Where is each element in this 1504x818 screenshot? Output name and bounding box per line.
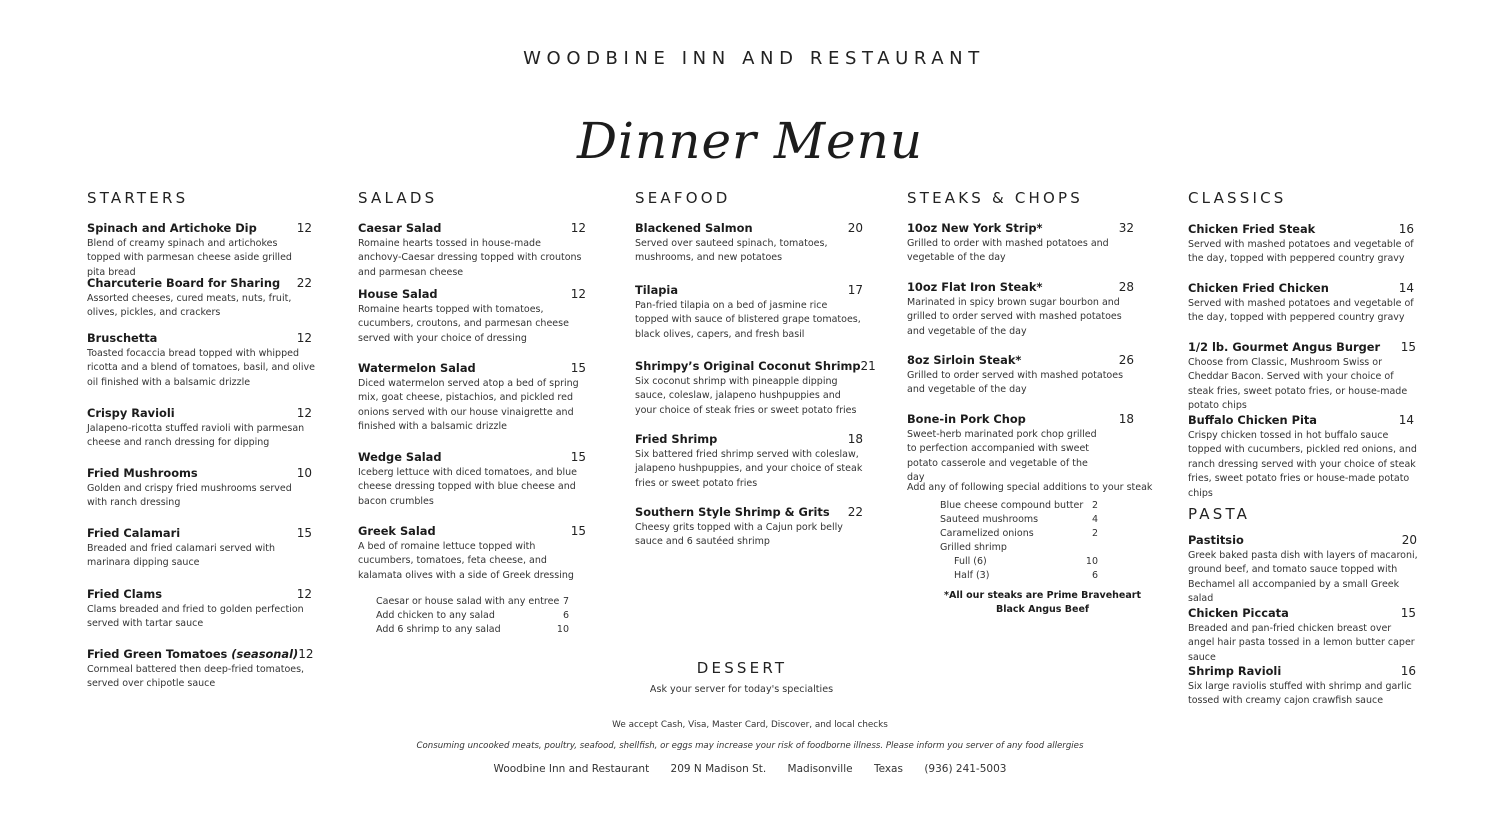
menu-item — [1188, 413, 1418, 501]
item-price: 12 — [570, 221, 586, 235]
menu-item — [87, 331, 315, 390]
item-description: Served over sauteed spinach, tomatoes, mushrooms, and new potatoes — [635, 238, 828, 264]
item-name: 1/2 lb. Gourmet Angus Burger — [1188, 340, 1381, 354]
addon-row: Caramelized onions 2 — [940, 528, 1098, 539]
dessert-note: Ask your server for today's specialties — [649, 684, 834, 695]
item-name: Pastitsio — [1188, 533, 1244, 547]
addon-row: Add 6 shrimp to any salad 10 — [376, 624, 569, 635]
item-name: Shrimpy’s Original Coconut Shrimp — [635, 359, 861, 373]
item-price: 15 — [570, 361, 586, 375]
item-price: 28 — [1118, 280, 1134, 294]
item-description: Cornmeal battered then deep-fried tomatoes, served over chipotle sauce — [87, 664, 305, 690]
item-name: Chicken Fried Steak — [1188, 222, 1316, 236]
item-name: Chicken Fried Chicken — [1188, 281, 1329, 295]
section-heading-starters: STARTERS — [87, 189, 189, 207]
item-price: 15 — [570, 524, 586, 538]
item-price: 17 — [847, 283, 863, 297]
steak-beef-note: *All our steaks are Prime Braveheart Black Angus Beef — [944, 590, 1141, 615]
item-description: Grilled to order with mashed potatoes and vegetable of the day — [907, 238, 1109, 264]
item-name: Southern Style Shrimp & Grits — [635, 505, 830, 519]
item-price: 20 — [847, 221, 863, 235]
item-description: Cheesy grits topped with a Cajun pork belly sauce and 6 sautéed shrimp — [635, 522, 843, 548]
item-name: Fried Calamari — [87, 526, 181, 540]
item-description: Pan-fried tilapia on a bed of jasmine rice topped with sauce of blistered grape tomatoes, black olives, capers, and fresh basil — [635, 300, 861, 340]
item-name: Chicken Piccata — [1188, 606, 1289, 620]
item-description: Iceberg lettuce with diced tomatoes, and blue cheese dressing topped with blue cheese and bacon crumbles — [358, 467, 577, 507]
item-price: 12 — [296, 331, 312, 345]
menu-item — [87, 406, 312, 451]
item-price: 12 — [296, 221, 312, 235]
contact-city: Madisonville — [787, 763, 853, 775]
item-description: Romaine hearts topped with tomatoes, cucumbers, croutons, and parmesan cheese served with your choice of dressing — [358, 304, 569, 344]
menu-title — [0, 78, 1500, 188]
item-price: 15 — [296, 526, 312, 540]
item-price: 12 — [296, 406, 312, 420]
addon-row: Add chicken to any salad 6 — [376, 610, 569, 621]
item-name: Fried Clams — [87, 587, 163, 601]
item-name: Bruschetta — [87, 331, 158, 345]
addon-row: Blue cheese compound butter 2 — [940, 500, 1098, 511]
contact-state: Texas — [873, 763, 903, 775]
item-name: Buffalo Chicken Pita — [1188, 413, 1317, 427]
item-price: 26 — [1118, 353, 1134, 367]
section-heading-dessert: DESSERT — [696, 659, 788, 677]
item-price: 12 — [570, 287, 586, 301]
menu-item — [635, 432, 863, 491]
item-name: House Salad — [358, 287, 438, 301]
item-description: Served with mashed potatoes and vegetable of the day, topped with peppered country gravy — [1188, 298, 1414, 324]
section-heading-pasta: PASTA — [1188, 505, 1251, 523]
item-description: Breaded and fried calamari served with marinara dipping sauce — [87, 543, 276, 569]
item-description: Blend of creamy spinach and artichokes topped with parmesan cheese aside grilled pita bread — [87, 238, 292, 278]
item-price: 14 — [1398, 413, 1414, 427]
item-name: 10oz New York Strip* — [907, 221, 1043, 235]
item-name: 8oz Sirloin Steak* — [907, 353, 1022, 367]
payment-note: We accept Cash, Visa, Master Card, Discover, and local checks — [612, 720, 888, 730]
item-price: 10 — [296, 466, 312, 480]
item-price: 22 — [296, 276, 312, 290]
menu-item — [635, 221, 863, 266]
menu-item — [87, 526, 312, 571]
item-price: 32 — [1118, 221, 1134, 235]
item-name: Bone-in Pork Chop — [907, 412, 1026, 426]
section-heading-seafood: SEAFOOD — [635, 189, 731, 207]
item-name: Fried Green Tomatoes (seasonal) — [87, 647, 299, 661]
addon-row: Half (3) 6 — [954, 570, 1098, 581]
item-description: Toasted focaccia bread topped with whipped ricotta and a blend of tomatoes, basil, and olive oil finished with a balsamic drizzle — [87, 348, 315, 388]
item-name: Greek Salad — [358, 524, 436, 538]
menu-item — [87, 221, 312, 280]
item-price: 16 — [1400, 664, 1416, 678]
restaurant-name: WOODBINE INN AND RESTAURANT — [523, 48, 985, 69]
item-price: 12 — [298, 647, 314, 661]
item-description: Breaded and pan-fried chicken breast over angel hair pasta tossed in a lemon butter caper sauce — [1188, 623, 1415, 663]
seasonal-tag: (seasonal) — [231, 647, 299, 661]
item-description: Sweet-herb marinated pork chop grilled to perfection accompanied with sweet potato casserole and vegetable of the day — [907, 429, 1097, 484]
menu-item — [358, 287, 586, 346]
steak-additions — [940, 499, 1098, 583]
section-heading-classics: CLASSICS — [1188, 189, 1287, 207]
menu-item — [1188, 606, 1418, 665]
menu-item — [1188, 533, 1418, 607]
menu-item — [635, 283, 863, 342]
item-name: Charcuterie Board for Sharing — [87, 276, 281, 290]
item-description: Romaine hearts tossed in house-made anchovy-Caesar dressing topped with croutons and parmesan cheese — [358, 238, 582, 278]
menu-item — [907, 412, 1134, 486]
section-heading-steaks: STEAKS & CHOPS — [907, 189, 1083, 207]
menu-item — [87, 466, 312, 511]
menu-item — [358, 361, 586, 435]
menu-item — [1188, 222, 1418, 267]
item-description: A bed of romaine lettuce topped with cucumbers, tomatoes, feta cheese, and kalamata olives with a side of Greek dressing — [358, 541, 574, 581]
contact-info — [0, 763, 1500, 775]
item-name: Fried Mushrooms — [87, 466, 198, 480]
menu-item — [358, 450, 586, 509]
item-name: 10oz Flat Iron Steak* — [907, 280, 1043, 294]
item-description: Golden and crispy fried mushrooms served with ranch dressing — [87, 483, 292, 509]
item-price: 18 — [847, 432, 863, 446]
item-description: Diced watermelon served atop a bed of spring mix, goat cheese, pistachios, and pickled red onions served with our house vinaigrette and finished with a balsamic drizzle — [358, 378, 579, 433]
addon-row: Grilled shrimp — [940, 542, 1007, 553]
menu-item — [907, 353, 1134, 398]
menu-item — [1188, 281, 1418, 326]
item-name: Fried Shrimp — [635, 432, 718, 446]
item-price: 15 — [1400, 340, 1416, 354]
menu-item — [87, 276, 312, 321]
item-price: 16 — [1398, 222, 1414, 236]
item-description: Greek baked pasta dish with layers of macaroni, ground beef, and tomato sauce topped with Bechamel all accompanied by a small Greek salad — [1188, 550, 1418, 605]
menu-item — [635, 359, 876, 418]
item-description: Clams breaded and fried to golden perfection served with tartar sauce — [87, 604, 304, 630]
item-name: Watermelon Salad — [358, 361, 476, 375]
contact-phone: (936) 241-5003 — [924, 763, 1007, 775]
item-price: 15 — [570, 450, 586, 464]
menu-item — [87, 647, 312, 692]
item-name: Wedge Salad — [358, 450, 442, 464]
allergy-warning: Consuming uncooked meats, poultry, seafood, shellfish, or eggs may increase your risk of foodborne illness. Please inform you server of any food allergies — [416, 741, 1084, 751]
item-price: 18 — [1118, 412, 1134, 426]
svg-text:Dinner Menu: Dinner Menu — [576, 112, 924, 170]
item-price: 20 — [1401, 533, 1417, 547]
item-description: Six large raviolis stuffed with shrimp and garlic tossed with creamy cajon crawfish sauce — [1188, 681, 1412, 707]
item-description: Served with mashed potatoes and vegetable of the day, topped with peppered country gravy — [1188, 239, 1414, 265]
menu-item — [1188, 340, 1418, 414]
item-description: Grilled to order served with mashed potatoes and vegetable of the day — [907, 370, 1124, 396]
item-description: Crispy chicken tossed in hot buffalo sauce topped with cucumbers, pickled red onions, and ranch dressing served with your choice of steak fries, sweet potato fries or house-made potato chips — [1188, 430, 1417, 499]
item-name: Crispy Ravioli — [87, 406, 175, 420]
addon-row: Full (6) 10 — [954, 556, 1098, 567]
item-price: 22 — [847, 505, 863, 519]
item-price: 21 — [860, 359, 876, 373]
item-price: 14 — [1398, 281, 1414, 295]
menu-item — [635, 505, 863, 550]
menu-title-script — [576, 78, 924, 188]
item-description: Marinated in spicy brown sugar bourbon and grilled to order served with mashed potatoes and vegetable of the day — [907, 297, 1122, 337]
item-name: Spinach and Artichoke Dip — [87, 221, 257, 235]
contact-address: 209 N Madison St. — [670, 763, 767, 775]
item-description: Six coconut shrimp with pineapple dipping sauce, coleslaw, jalapeno hushpuppies and your choice of steak fries or sweet potato fries — [635, 376, 857, 416]
item-name: Tilapia — [635, 283, 679, 297]
salad-addons — [376, 595, 569, 637]
item-price: 15 — [1400, 606, 1416, 620]
steak-additions-note: Add any of following special additions to your steak — [907, 482, 1153, 493]
item-description: Choose from Classic, Mushroom Swiss or Cheddar Bacon. Served with your choice of steak fries, sweet potato fries, or house-made potato chips — [1188, 357, 1408, 412]
menu-item — [358, 221, 586, 280]
contact-name: Woodbine Inn and Restaurant — [493, 763, 650, 775]
item-description: Jalapeno-ricotta stuffed ravioli with parmesan cheese and ranch dressing for dipping — [87, 423, 305, 449]
menu-item — [907, 221, 1134, 266]
menu-item — [87, 587, 312, 632]
menu-item — [1188, 664, 1418, 709]
item-name: Shrimp Ravioli — [1188, 664, 1282, 678]
item-name: Blackened Salmon — [635, 221, 753, 235]
item-price: 12 — [296, 587, 312, 601]
item-name: Caesar Salad — [358, 221, 442, 235]
item-description: Six battered fried shrimp served with coleslaw, jalapeno hushpuppies, and your choice of steak fries or sweet potato fries — [635, 449, 863, 489]
item-description: Assorted cheeses, cured meats, nuts, fruit, olives, pickles, and crackers — [87, 293, 292, 319]
menu-item — [907, 280, 1138, 339]
addon-row: Caesar or house salad with any entree 7 — [376, 596, 569, 607]
menu-item — [358, 524, 586, 583]
addon-row: Sauteed mushrooms 4 — [940, 514, 1098, 525]
section-heading-salads: SALADS — [358, 189, 438, 207]
